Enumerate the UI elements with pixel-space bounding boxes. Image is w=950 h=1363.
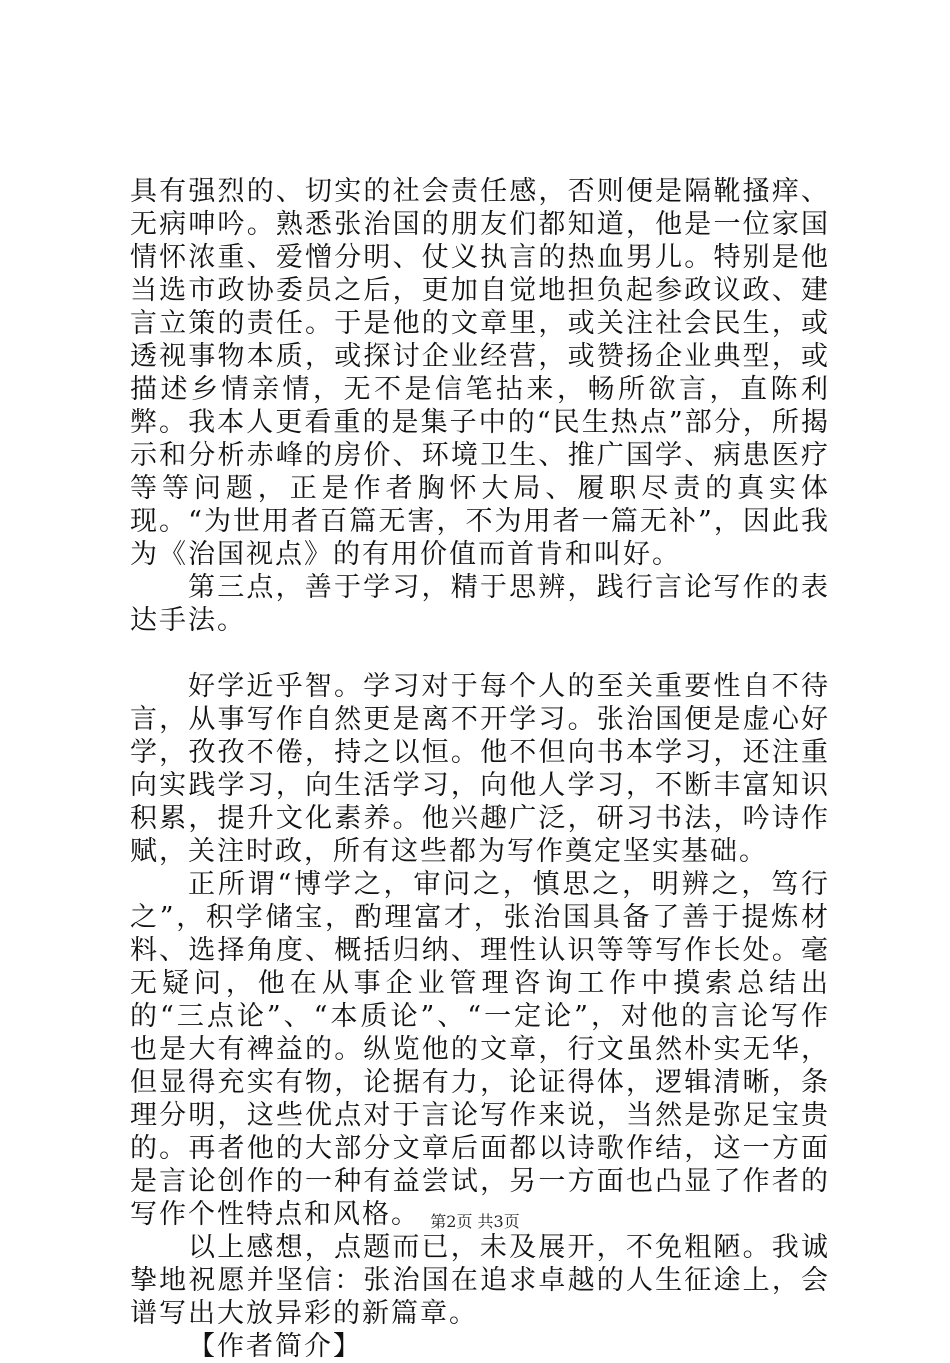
paragraph-writing-strengths: 正所谓“博学之，审问之，慎思之，明辨之，笃行之”，积学储宝，酌理富才，张治国具备了善于提炼材料、选择角度、概括归纳、理性认识等等写作长处。毫无疑问，他在从事企业管理咨询工作中摸索总结出的“三点论”、“本质论”、“一定论”，对他的言论写作也是大有裨益的。纵览他的文章，行文虽然朴实无华，但显得充实有物，论据有力，论证得体，逻辑清晰，条理分明，这些优点对于言论写作来说，当然是弥足宝贵的。再者他的大部分文章后面都以诗歌作结，这一方面是言论创作的一种有益尝试，另一方面也凸显了作者的写作个性特点和风格。 [130, 869, 830, 1230]
paragraph-point-three-heading: 第三点，善于学习，精于思辨，践行言论写作的表达手法。 [130, 572, 830, 636]
author-bio-heading: 【作者简介】 [188, 1331, 362, 1362]
page-footer: 第2页 共3页 [430, 1212, 520, 1231]
document-body [130, 175, 830, 1363]
paragraph-spacer [130, 637, 830, 670]
paragraph-closing-wishes: 以上感想，点题而已，未及展开，不免粗陋。我诚挚地祝愿并坚信：张治国在追求卓越的人生征途上，会谱写出大放异彩的新篇章。 [130, 1232, 830, 1329]
paragraph-love-of-learning: 好学近乎智。学习对于每个人的至关重要性自不待言，从事写作自然更是离不开学习。张治国便是虚心好学，孜孜不倦，持之以恒。他不但向书本学习，还注重向实践学习，向生活学习，向他人学习，不断丰富知识积累，提升文化素养。他兴趣广泛，研习书法，吟诗作赋，关注时政，所有这些都为写作奠定坚实基础。 [130, 671, 830, 867]
paragraph-social-responsibility: 具有强烈的、切实的社会责任感，否则便是隔靴搔痒、无病呻吟。熟悉张治国的朋友们都知道，他是一位家国情怀浓重、爱憎分明、仗义执言的热血男儿。特别是他当选市政协委员之后，更加自觉地担负起参政议政、建言立策的责任。于是他的文章里，或关注社会民生，或透视事物本质，或探讨企业经营，或赞扬企业典型，或描述乡情亲情，无不是信笔拈来，畅所欲言，直陈利弊。我本人更看重的是集子中的“民生热点”部分，所揭示和分析赤峰的房价、环境卫生、推广国学、病患医疗等等问题，正是作者胸怀大局、履职尽责的真实体现。“为世用者百篇无害，不为用者一篇无补”，因此我为《治国视点》的有用价值而首肯和叫好。 [130, 176, 830, 570]
